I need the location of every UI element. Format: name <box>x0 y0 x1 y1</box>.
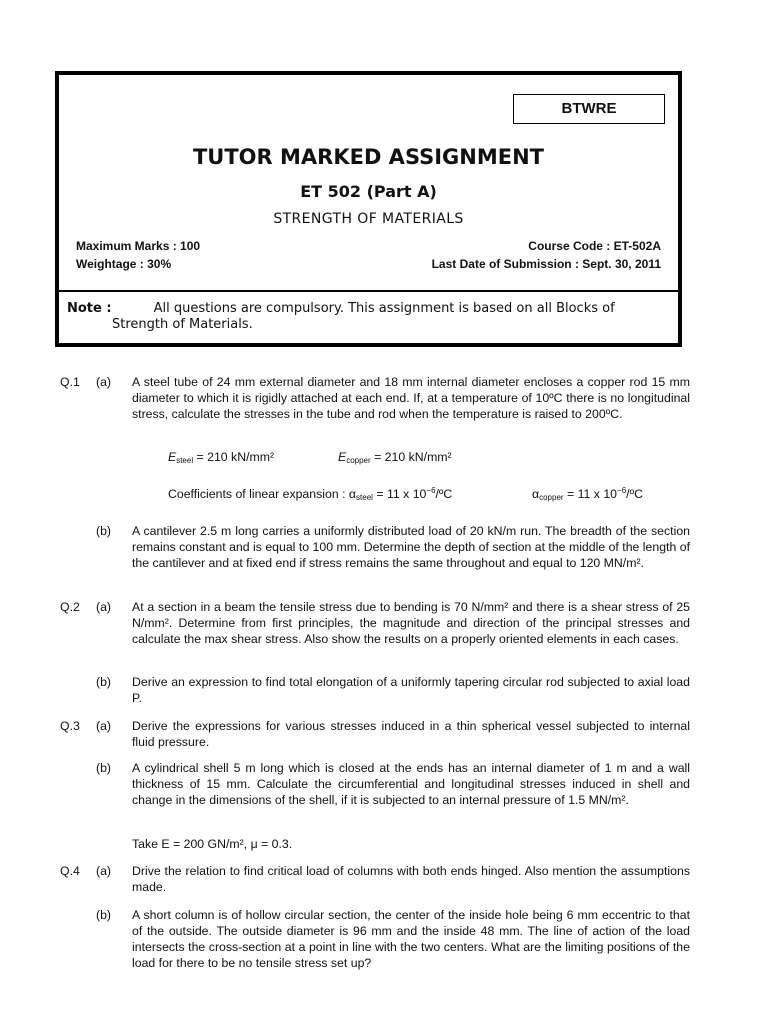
assignment-header-box <box>55 71 682 347</box>
submission-date: Last Date of Submission : Sept. 30, 2011 <box>431 257 661 271</box>
formula-e-copper: $E_{copper} = 210$ kN/mm² <box>338 450 452 465</box>
course-name: STRENGTH OF MATERIALS <box>273 211 464 227</box>
programme-code-box: BTWRE <box>513 94 665 124</box>
part-label: (a) <box>96 375 112 389</box>
note-label: Note : <box>67 301 112 316</box>
question-text: A cylindrical shell 5 m long which is closed at the ends has an internal diameter of 1 m and a wall thickness of 15 mm. Calculate the circumferential and longitudinal stresses induced in shell and change in the dimensions of the shell, if it is subjected to an internal pressure of 1.5 MN/m². <box>132 761 690 807</box>
question-text: Drive the relation to find critical load of columns with both ends hinged. Also mention the assumptions made. <box>132 864 690 894</box>
part-label: (a) <box>96 600 112 614</box>
note-text-line1: All questions are compulsory. This assignment is based on all Blocks of <box>153 301 615 316</box>
part-label: (b) <box>96 524 112 538</box>
part-label: (a) <box>96 719 112 733</box>
question-given-values: Take E = 200 GN/m², μ = 0.3. <box>132 837 293 851</box>
course-code: Course Code : ET-502A <box>528 239 661 253</box>
max-marks: Maximum Marks : 100 <box>76 239 201 253</box>
weightage: Weightage : 30% <box>76 257 172 271</box>
question-number: Q.1 <box>60 375 80 389</box>
question-number: Q.2 <box>60 600 80 614</box>
part-label: (a) <box>96 864 112 878</box>
header-divider <box>59 290 678 292</box>
part-label: (b) <box>96 908 112 922</box>
part-label: (b) <box>96 675 112 689</box>
formula-e-steel: $E_{steel} = 210$ kN/mm² <box>168 450 275 465</box>
formula-coef-copper: $\alpha_{copper} = 11$ x $10^{-6}/ºC$ <box>532 486 643 502</box>
question-text: A cantilever 2.5 m long carries a uniformly distributed load of 20 kN/m run. The breadth of the section remains constant and is equal to 100 mm. Determine the depth of section at the middle of the length of the cantilever and at fixed end if stress remains the same throughout and equal to 120 MN/m². <box>132 524 690 570</box>
question-number: Q.3 <box>60 719 80 733</box>
course-number: ET 502 (Part A) <box>300 182 437 201</box>
question-number: Q.4 <box>60 864 80 878</box>
assignment-title: TUTOR MARKED ASSIGNMENT <box>192 145 545 169</box>
question-text: At a section in a beam the tensile stress due to bending is 70 N/mm² and there is a shear stress of 25 N/mm². Determine from first principles, the magnitude and direction of the principal stresses and calculate the max shear stress. Also show the results on a properly oriented elements in each cases. <box>132 600 690 646</box>
question-text: A steel tube of 24 mm external diameter and 18 mm internal diameter encloses a copper rod 15 mm diameter to which it is rigidly attached at each end. If, at a temperature of 10ºC there is no longitudinal stress, calculate the stresses in the tube and rod when the temperature is raised to 200ºC. <box>132 375 690 421</box>
note-section <box>67 301 672 333</box>
part-label: (b) <box>96 761 112 775</box>
note-text-line2: Strength of Materials. <box>112 317 253 332</box>
question-text: A short column is of hollow circular section, the center of the inside hole being 6 mm eccentric to that of the outside. The outside diameter is 96 mm and the inside 48 mm. The line of action of the load intersects the cross-section at a point in line with the two centers. What are the limiting positions of the load for there to be no tensile stress set up? <box>132 908 690 970</box>
question-text: Derive the expressions for various stresses induced in a thin spherical vessel subjected to internal fluid pressure. <box>132 719 690 749</box>
question-text: Derive an expression to find total elongation of a uniformly tapering circular rod subjected to axial load P. <box>132 675 690 705</box>
formula-coef-steel: Coefficients of linear expansion : $\alpha_{steel} = 11$ x $10^{-6}/ºC$ <box>168 486 453 502</box>
